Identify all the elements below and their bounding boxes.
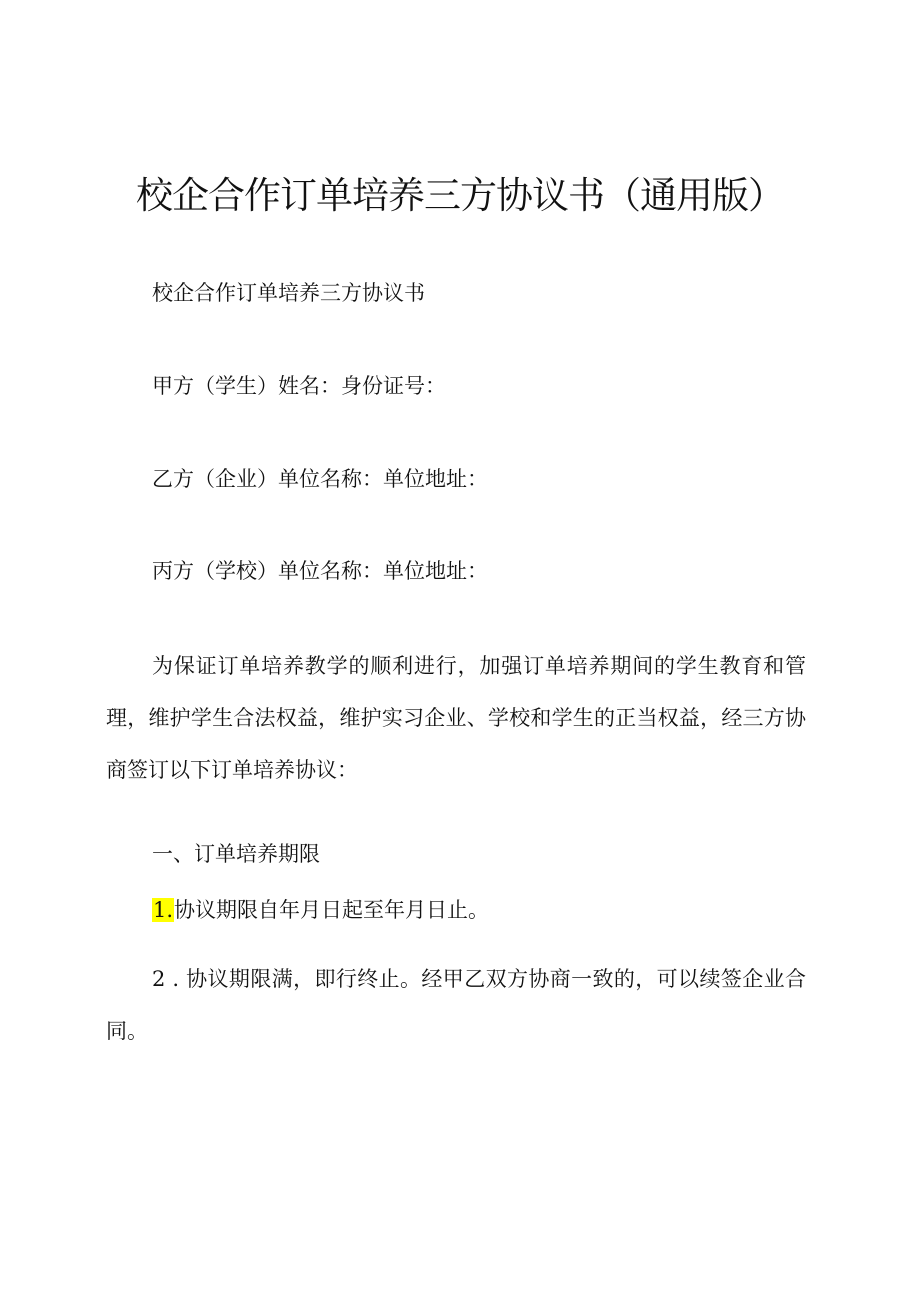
agreement-subtitle: 校企合作订单培养三方协议书: [152, 281, 425, 305]
party-b-line: 乙方（企业）单位名称：单位地址：: [152, 467, 488, 491]
preamble-paragraph: 为保证订单培养教学的顺利进行，加强订单培养期间的学生教育和管理，维护学生合法权益，维护实习企业、学校和学生的正当权益，经三方协商签订以下订单培养协议：: [106, 654, 806, 782]
term-item-1-text: 协议期限自年月日起至年月日止。: [174, 898, 490, 922]
document-title: 校企合作订单培养三方协议书（通用版）: [136, 174, 784, 217]
term-item-2: 2 . 协议期限满，即行终止。经甲乙双方协商一致的，可以续签企业合同。: [106, 967, 806, 1043]
party-c-line: 丙方（学校）单位名称：单位地址：: [152, 559, 488, 583]
section-1-heading: 一、订单培养期限: [152, 842, 320, 866]
highlighted-item-number: 1.: [153, 898, 174, 922]
term-item-1: [152, 896, 489, 924]
party-a-line: 甲方（学生）姓名：身份证号：: [152, 374, 446, 398]
